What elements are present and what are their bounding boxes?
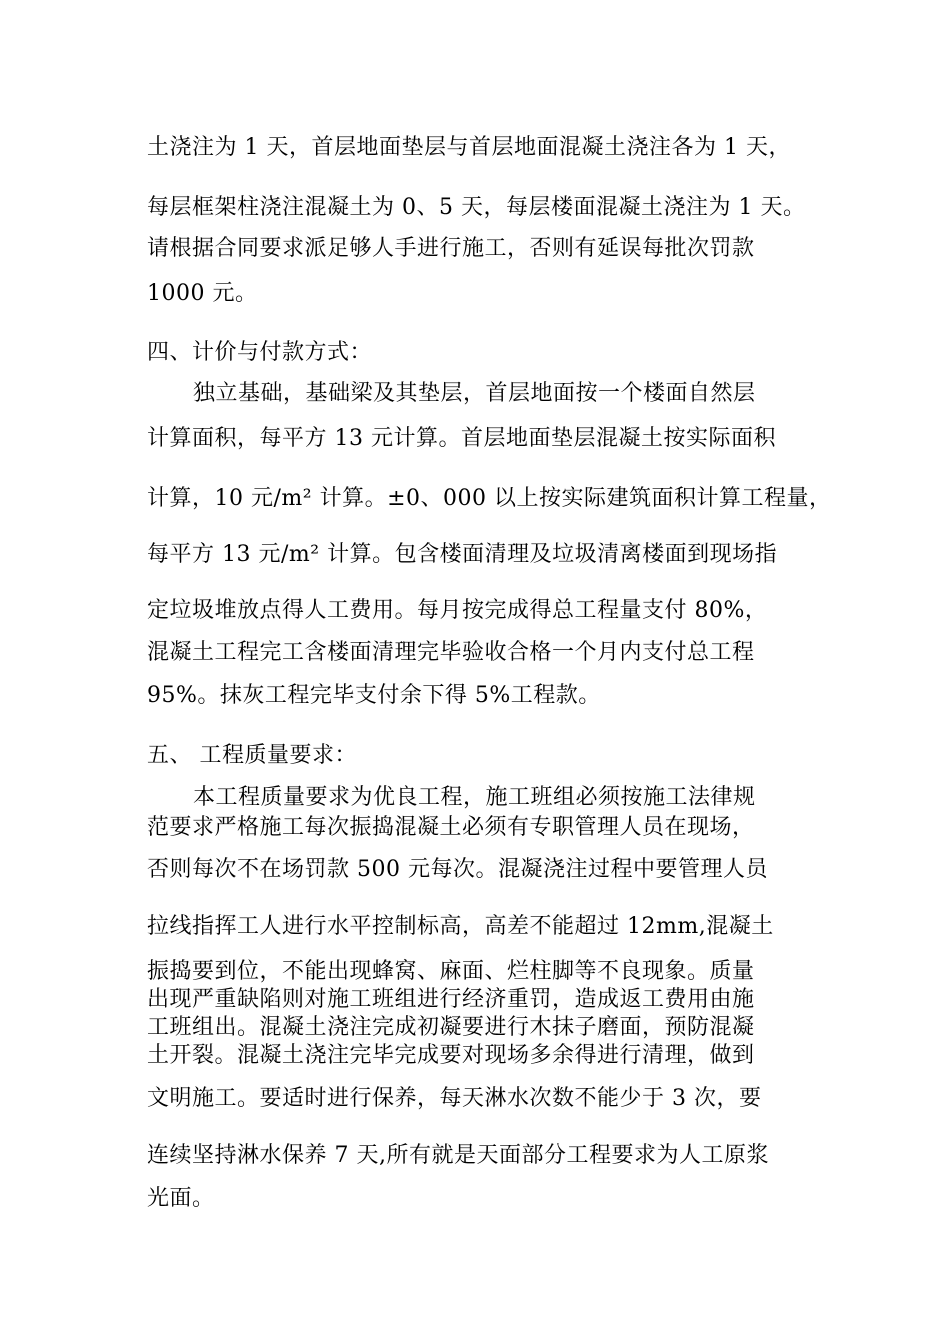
paragraph-line: 请根据合同要求派足够人手进行施工，否则有延误每批次罚款 bbox=[147, 236, 755, 261]
paragraph-line: 1000 元。 bbox=[147, 281, 258, 306]
paragraph-line: 定垃圾堆放点得人工费用。每月按完成得总工程量支付 80%， bbox=[147, 598, 768, 623]
paragraph-line: 计算，10 元/m² 计算。±0、000 以上按实际建筑面积计算工程量， bbox=[147, 486, 832, 511]
paragraph-line: 计算面积，每平方 13 元计算。首层地面垫层混凝土按实际面积 bbox=[147, 426, 776, 451]
paragraph-line: 土开裂。混凝土浇注完毕完成要对现场多余得进行清理，做到 bbox=[147, 1043, 755, 1068]
paragraph-line: 独立基础，基础梁及其垫层，首层地面按一个楼面自然层 bbox=[193, 381, 756, 406]
section-heading-pricing: 四、计价与付款方式： bbox=[147, 340, 373, 365]
paragraph-line: 本工程质量要求为优良工程，施工班组必须按施工法律规 bbox=[193, 785, 756, 810]
paragraph-line: 工班组出。混凝土浇注完成初凝要进行木抹子磨面，预防混凝 bbox=[147, 1015, 755, 1040]
paragraph-line: 每平方 13 元/m² 计算。包含楼面清理及垃圾清离楼面到现场指 bbox=[147, 542, 778, 567]
paragraph-line: 每层框架柱浇注混凝土为 0、5 天，每层楼面混凝土浇注为 1 天。 bbox=[147, 195, 806, 220]
paragraph-line: 土浇注为 1 天，首层地面垫层与首层地面混凝土浇注各为 1 天， bbox=[147, 135, 791, 160]
paragraph-line: 范要求严格施工每次振捣混凝土必须有专职管理人员在现场， bbox=[147, 815, 755, 840]
section-heading-quality: 五、 工程质量要求： bbox=[147, 743, 357, 768]
paragraph-line: 连续坚持淋水保养 7 天,所有就是天面部分工程要求为人工原浆 bbox=[147, 1143, 769, 1168]
paragraph-line: 出现严重缺陷则对施工班组进行经济重罚，造成返工费用由施 bbox=[147, 987, 755, 1012]
paragraph-line: 拉线指挥工人进行水平控制标高，高差不能超过 12mm,混凝土 bbox=[147, 914, 774, 939]
paragraph-line: 否则每次不在场罚款 500 元每次。混凝浇注过程中要管理人员 bbox=[147, 857, 768, 882]
paragraph-line: 光面。 bbox=[147, 1186, 215, 1211]
paragraph-line: 95%。抹灰工程完毕支付余下得 5%工程款。 bbox=[147, 683, 601, 708]
paragraph-line: 文明施工。要适时进行保养，每天淋水次数不能少于 3 次，要 bbox=[147, 1086, 762, 1111]
paragraph-line: 混凝土工程完工含楼面清理完毕验收合格一个月内支付总工程 bbox=[147, 640, 755, 665]
paragraph-line: 振捣要到位，不能出现蜂窝、麻面、烂柱脚等不良现象。质量 bbox=[147, 959, 755, 984]
